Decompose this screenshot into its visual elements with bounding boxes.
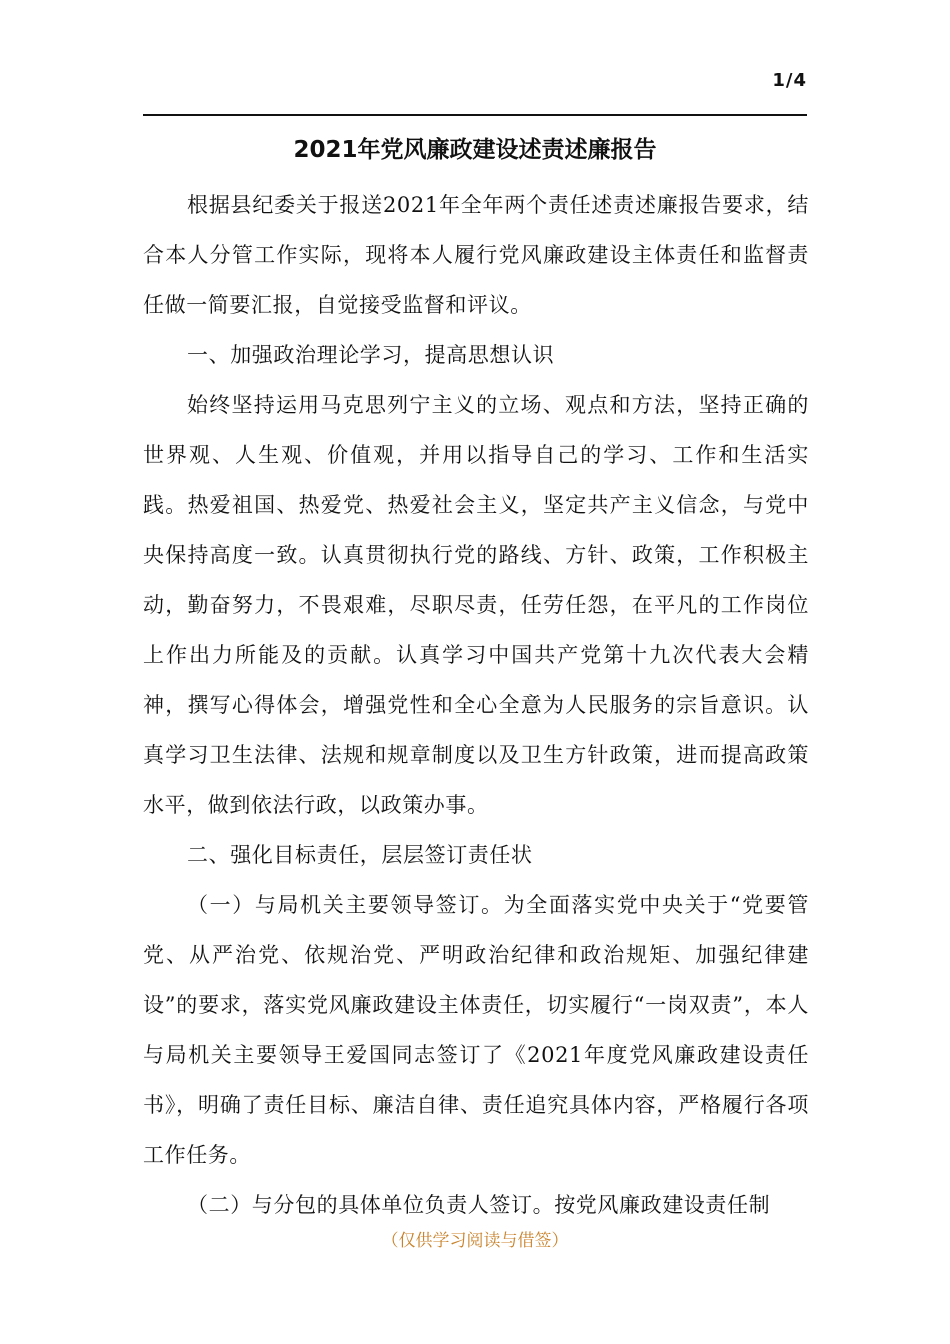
header-divider (143, 114, 807, 116)
section-heading-1: 一、加强政治理论学习，提高思想认识 (187, 343, 555, 367)
paragraph-intro: 根据县纪委关于报送2021年全年两个责任述责述廉报告要求，结合本人分管工作实际，现将本人履行党风廉政建设主体责任和监督责任做一简要汇报，自觉接受监督和评议。 (143, 193, 809, 317)
footer-note: （仅供学习阅读与借签） (381, 1231, 569, 1251)
document-body (143, 180, 809, 1230)
paragraph-section-1: 始终坚持运用马克思列宁主义的立场、观点和方法，坚持正确的世界观、人生观、价值观，并用以指导自己的学习、工作和生活实践。热爱祖国、热爱党、热爱社会主义，坚定共产主义信念，与党中央保持高度一致。认真贯彻执行党的路线、方针、政策，工作积极主动，勤奋努力，不畏艰难，尽职尽责，任劳任怨，在平凡的工作岗位上作出力所能及的贡献。认真学习中国共产党第十九次代表大会精神，撰写心得体会，增强党性和全心全意为人民服务的宗旨意识。认真学习卫生法律、法规和规章制度以及卫生方针政策，进而提高政策水平，做到依法行政，以政策办事。 (143, 393, 809, 817)
page-number: 1/4 (772, 70, 807, 91)
document-title: 2021年党风廉政建设述责述廉报告 (293, 137, 657, 163)
section-heading-2: 二、强化目标责任，层层签订责任状 (187, 843, 533, 867)
paragraph-subsection-2: （二）与分包的具体单位负责人签订。按党风廉政建设责任制 (187, 1193, 771, 1217)
paragraph-subsection-1: （一）与局机关主要领导签订。为全面落实党中央关于“党要管党、从严治党、依规治党、严明政治纪律和政治规矩、加强纪律建设”的要求，落实党风廉政建设主体责任，切实履行“一岗双责”，本人与局机关主要领导王爱国同志签订了《2021年度党风廉政建设责任书》，明确了责任目标、廉洁自律、责任追究具体内容，严格履行各项工作任务。 (143, 893, 809, 1167)
